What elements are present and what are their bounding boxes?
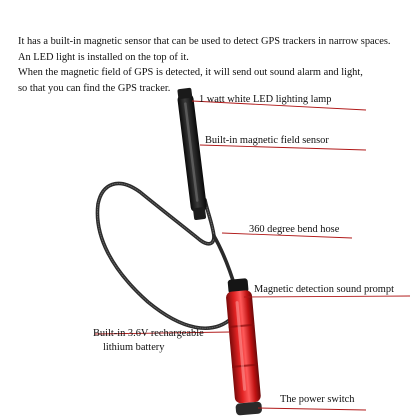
description-line-1: It has a built-in magnetic sensor that can be used to detect GPS trackers in narrow spaces. bbox=[18, 36, 391, 47]
leader-sound bbox=[244, 296, 410, 297]
callout-switch: The power switch bbox=[280, 394, 355, 405]
callout-battery-line2: lithium battery bbox=[103, 342, 165, 353]
callout-battery-line1: Built-in 3.6V rechargeable bbox=[93, 328, 204, 339]
sensor-head bbox=[177, 88, 207, 221]
callout-led: 1 watt white LED lighting lamp bbox=[199, 94, 332, 105]
callout-sound: Magnetic detection sound prompt bbox=[254, 284, 394, 295]
description-line-2: An LED light is installed on the top of it. bbox=[18, 51, 189, 63]
leader-switch bbox=[258, 408, 366, 410]
flexible-hose bbox=[97, 183, 236, 328]
power-switch bbox=[235, 401, 262, 415]
callout-sensor: Built-in magnetic field sensor bbox=[205, 135, 329, 146]
description-line-3: When the magnetic field of GPS is detected, it will send out sound alarm and light, bbox=[18, 67, 363, 78]
callout-hose: 360 degree bend hose bbox=[249, 224, 340, 235]
description-line-4: so that you can find the GPS tracker. bbox=[18, 82, 171, 94]
